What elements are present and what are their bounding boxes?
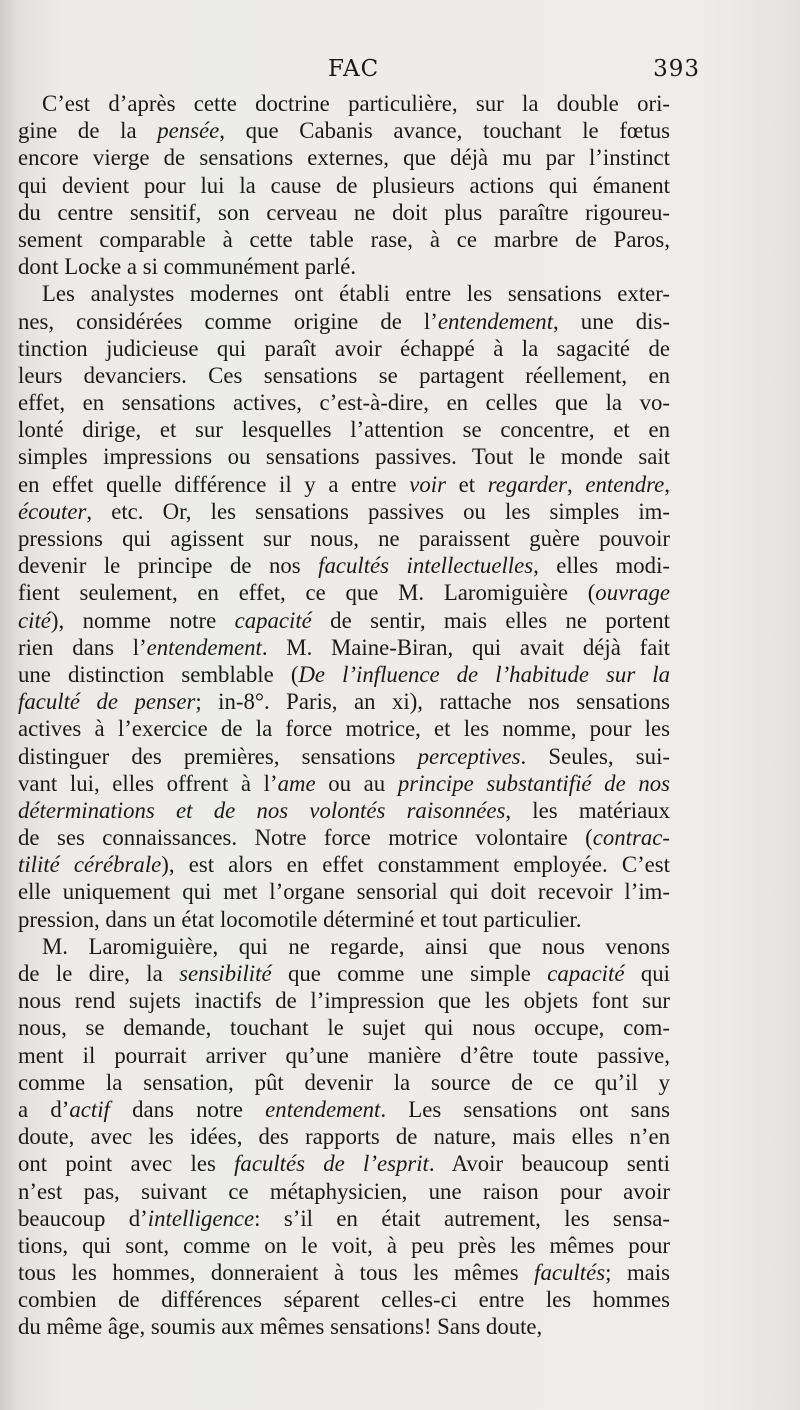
- text-line: [18, 987, 670, 1014]
- text-run: . Les sensations ont sans: [380, 1096, 670, 1122]
- text-run: du centre sensitif, son cerveau ne doit plus paraître rigoureu-: [18, 199, 670, 225]
- text-run: . Avoir beaucoup senti: [428, 1151, 670, 1177]
- text-run: nes, considérées comme origine de l’: [18, 308, 438, 334]
- text-line: [18, 416, 670, 443]
- text-line: [18, 824, 670, 851]
- italic-run: voir: [409, 471, 446, 497]
- text-line: [18, 1259, 670, 1286]
- page-number: 393: [653, 56, 700, 82]
- text-line: [18, 634, 670, 661]
- text-run: et: [445, 471, 488, 497]
- italic-run: entendement: [437, 308, 554, 334]
- italic-run: entendement: [146, 634, 262, 660]
- italic-run: principe substantifié de nos: [397, 770, 670, 796]
- text-run: encore vierge de sensations externes, que déjà mu par l’instinct: [18, 145, 670, 171]
- text-run: beaucoup d’: [18, 1205, 148, 1231]
- text-run: une distinction semblable (: [18, 661, 299, 687]
- text-run: : s’il en était autrement, les sensa-: [254, 1205, 670, 1231]
- italic-run: facultés de l’esprit: [234, 1151, 429, 1177]
- italic-run: intelligence: [147, 1205, 255, 1231]
- text-run: que comme une simple: [271, 961, 548, 986]
- text-run: tions, qui sont, comme on le voit, à peu près les mêmes pour: [18, 1232, 670, 1258]
- text-line: [18, 498, 670, 525]
- text-line: [18, 335, 670, 362]
- text-run: ou au: [315, 770, 398, 796]
- italic-run: capacité: [547, 961, 625, 986]
- text-run: vant lui, elles offrent à l’: [18, 770, 278, 796]
- text-run: tous les hommes, donneraient à tous les mêmes: [18, 1260, 535, 1286]
- text-line: [18, 443, 670, 470]
- text-run: dans notre: [109, 1096, 266, 1122]
- text-run: ,: [567, 471, 586, 497]
- text-run: de sentir, mais elles ne portent: [311, 607, 670, 633]
- italic-run: facultés intellectuelles: [318, 553, 534, 579]
- text-run: , etc. Or, les sensations passives ou les simples im-: [86, 498, 670, 524]
- text-line: [18, 960, 670, 987]
- text-run: ; mais: [605, 1260, 670, 1286]
- text-run: ont point avec les: [18, 1151, 235, 1177]
- italic-run: facultés: [534, 1260, 606, 1286]
- text-line: [18, 661, 670, 688]
- text-run: pression, dans un état locomotile déterminé et tout particulier.: [18, 906, 582, 932]
- text-line: [18, 1205, 670, 1232]
- italic-run: cité: [18, 607, 51, 633]
- text-line: [18, 797, 670, 824]
- running-head: FAC: [328, 56, 380, 82]
- text-run: effet, en sensations actives, c’est-à-dire, en celles que la vo-: [18, 390, 670, 416]
- text-line: [18, 471, 670, 498]
- text-line: [18, 308, 670, 335]
- text-run: en effet quelle différence il y a entre: [18, 471, 410, 497]
- text-line: [18, 1069, 670, 1096]
- text-line: [18, 1096, 670, 1123]
- text-run: ment il pourrait arriver qu’une manière d’être toute passive,: [18, 1042, 670, 1068]
- text-run: sement comparable à cette table rase, à ce marbre de Paros,: [18, 226, 670, 252]
- italic-run: déterminations et de nos volontés raisonnées: [18, 797, 506, 823]
- text-line: [18, 579, 670, 606]
- text-line: [18, 389, 670, 416]
- text-run: n’est pas, suivant ce métaphysicien, une raison pour avoir: [18, 1178, 670, 1204]
- text-run: elle uniquement qui met l’organe sensorial qui doit recevoir l’im-: [18, 879, 670, 905]
- text-line: [18, 906, 670, 933]
- text-line: [18, 743, 670, 770]
- text-line: [18, 1014, 670, 1041]
- text-run: actives à l’exercice de la force motrice, et les nomme, pour les: [18, 716, 670, 742]
- body-text: [18, 90, 670, 1341]
- text-run: M. Laromiguière, qui ne regarde, ainsi que nous venons: [42, 933, 670, 959]
- text-line: [18, 933, 670, 960]
- text-run: doute, avec les idées, des rapports de nature, mais elles n’en: [18, 1124, 670, 1150]
- text-line: [18, 253, 670, 280]
- italic-run: entendement: [265, 1096, 381, 1122]
- text-line: [18, 1286, 670, 1313]
- text-line: [18, 144, 670, 171]
- italic-run: actif: [69, 1096, 110, 1122]
- text-line: [18, 362, 670, 389]
- text-line: [18, 770, 670, 797]
- text-line: [18, 1313, 670, 1340]
- italic-run: tilité cérébrale: [18, 852, 162, 878]
- text-line: [18, 715, 670, 742]
- text-run: rien dans l’: [18, 634, 147, 660]
- text-line: [18, 525, 670, 552]
- text-run: gine de la: [18, 118, 158, 144]
- text-run: nous rend sujets inactifs de l’impression que les objets font sur: [18, 988, 670, 1014]
- text-run: pressions qui agissent sur nous, ne paraissent guère pouvoir: [18, 526, 670, 551]
- text-line: [18, 1042, 670, 1069]
- text-run: simples impressions ou sensations passives. Tout le monde sait: [18, 444, 670, 470]
- text-line: [18, 1123, 670, 1150]
- text-line: [18, 280, 670, 307]
- text-run: . Seules, sui-: [520, 743, 670, 769]
- italic-run: capacité: [234, 607, 312, 633]
- italic-run: De l’influence de l’habitude sur la: [298, 661, 670, 687]
- text-line: [18, 1150, 670, 1177]
- text-line: [18, 1232, 670, 1259]
- text-run: fient seulement, en effet, ce que M. Laromiguière (: [18, 580, 596, 606]
- text-line: [18, 90, 670, 117]
- italic-run: ouvrage: [595, 580, 670, 606]
- text-run: nous, se demande, touchant le sujet qui nous occupe, com-: [18, 1015, 670, 1041]
- text-run: de le dire, la: [18, 961, 180, 986]
- text-line: [18, 851, 670, 878]
- text-run: combien de différences séparent celles-ci entre les hommes: [18, 1287, 670, 1313]
- text-run: de ses connaissances. Notre force motrice volontaire (: [18, 825, 593, 851]
- text-run: , que Cabanis avance, touchant le fœtus: [219, 118, 670, 144]
- page-header: [18, 56, 700, 90]
- text-run: , une dis-: [553, 308, 670, 334]
- text-run: distinguer des premières, sensations: [18, 743, 418, 769]
- text-run: tinction judicieuse qui paraît avoir échappé à la sagacité de: [18, 335, 670, 361]
- text-run: devenir le principe de nos: [18, 553, 319, 579]
- text-run: lonté dirige, et sur lesquelles l’attention se concentre, et en: [18, 417, 670, 443]
- text-line: [18, 1178, 670, 1205]
- text-line: [18, 552, 670, 579]
- text-line: [18, 199, 670, 226]
- text-run: leurs devanciers. Ces sensations se partagent réellement, en: [18, 362, 670, 388]
- italic-run: entendre: [585, 471, 665, 497]
- text-run: C’est d’après cette doctrine particulière, sur la double ori-: [42, 91, 670, 116]
- text-line: [18, 688, 670, 715]
- text-line: [18, 117, 670, 144]
- italic-run: perceptives: [417, 743, 521, 769]
- italic-run: faculté de penser: [18, 689, 196, 715]
- text-run: dont Locke a si communément parlé.: [18, 254, 357, 280]
- text-run: ), nomme notre: [50, 607, 235, 633]
- italic-run: regarder: [487, 471, 568, 497]
- text-run: a d’: [18, 1096, 70, 1122]
- text-line: [18, 226, 670, 253]
- text-run: , elles modi-: [533, 553, 671, 579]
- text-run: comme la sensation, pût devenir la source de ce qu’il y: [18, 1069, 670, 1095]
- text-run: Les analystes modernes ont établi entre les sensations exter-: [42, 281, 670, 307]
- text-run: qui devient pour lui la cause de plusieurs actions qui émanent: [18, 172, 670, 198]
- text-run: , les matériaux: [505, 797, 670, 823]
- text-run: ,: [664, 471, 670, 497]
- text-run: ), est alors en effet constamment employée. C’est: [161, 852, 671, 878]
- text-line: [18, 878, 670, 905]
- text-run: du même âge, soumis aux mêmes sensations! Sans doute,: [18, 1314, 543, 1340]
- text-run: qui: [624, 961, 670, 986]
- italic-run: sensibilité: [179, 961, 272, 986]
- italic-run: écouter: [18, 498, 87, 524]
- italic-run: contrac-: [592, 825, 670, 851]
- italic-run: ame: [277, 770, 316, 796]
- text-line: [18, 172, 670, 199]
- text-run: ; in-8°. Paris, an xi), rattache nos sensations: [195, 689, 670, 715]
- text-line: [18, 607, 670, 634]
- italic-run: pensée: [157, 118, 220, 144]
- text-run: . M. Maine-Biran, qui avait déjà fait: [261, 634, 670, 660]
